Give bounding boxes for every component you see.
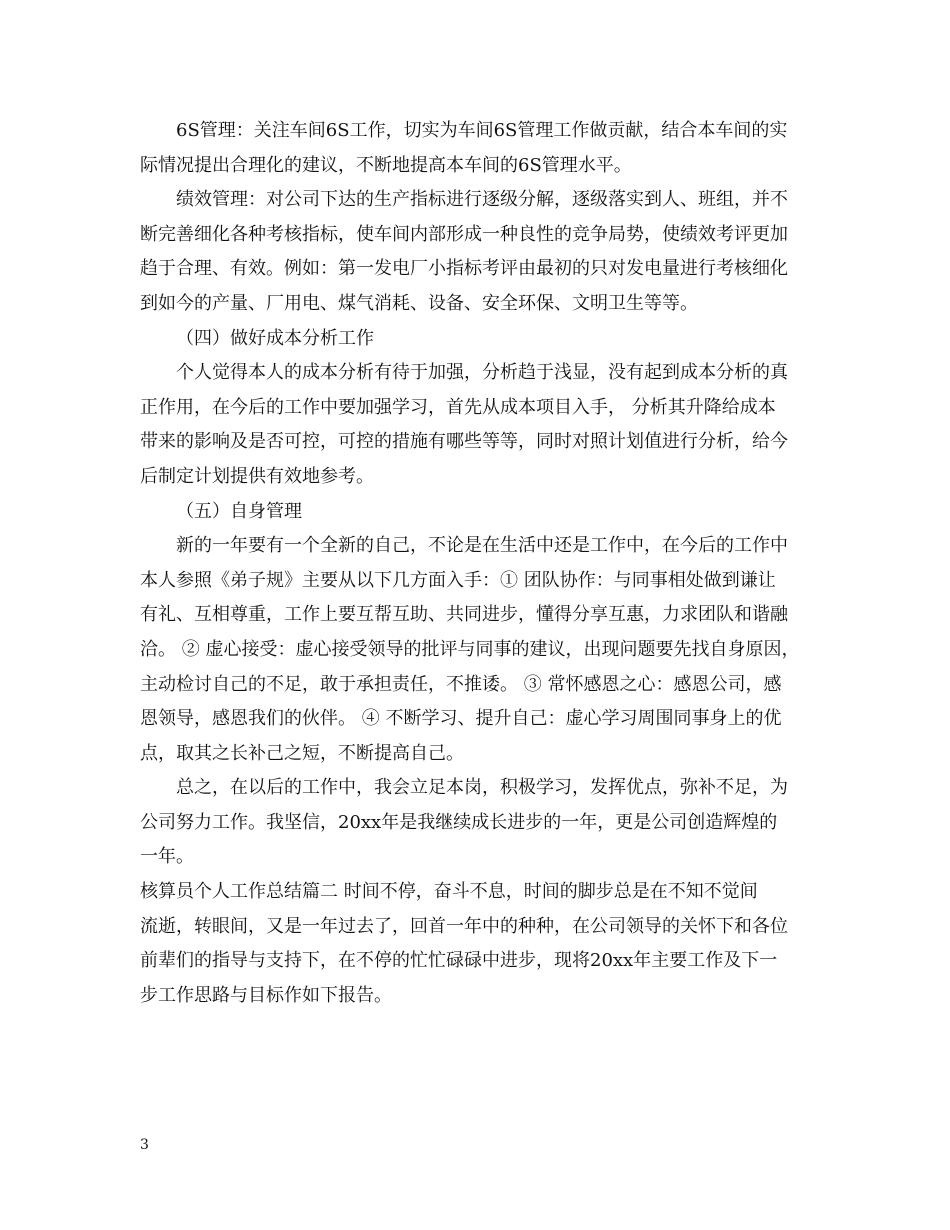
text-line: 趋于合理、有效。例如：第一发电厂小指标考评由最初的只对发电量进行考核细化	[140, 258, 788, 280]
text-line: 一年。	[140, 846, 194, 868]
text-line: 本人参照《弟子规》主要从以下几方面入手：① 团队协作：与同事相处做到谦让	[140, 569, 776, 591]
text-line: 带来的影响及是否可控，可控的措施有哪些等等，同时对照计划值进行分析，给今	[140, 431, 788, 453]
text-line: 断完善细化各种考核指标，使车间内部形成一种良性的竞争局势，使绩效考评更加	[140, 223, 788, 245]
text-line: 到如今的产量、厂用电、煤气消耗、设备、安全环保、文明卫生等等。	[140, 292, 698, 314]
page-number: 3	[140, 1137, 149, 1153]
text-line: 点，取其之长补己之短，不断提高自己。	[140, 742, 464, 764]
text-line: 流逝，转眼间，又是一年过去了，回首一年中的种种，在公司领导的关怀下和各位	[140, 915, 788, 937]
text-line: 总之，在以后的工作中，我会立足本岗，积极学习，发挥优点，弥补不足，为	[176, 777, 788, 799]
text-line: 正作用，在今后的工作中要加强学习，首先从成本项目入手， 分析其升降给成本	[140, 396, 776, 418]
text-line: 绩效管理：对公司下达的生产指标进行逐级分解，逐级落实到人、班组，并不	[176, 189, 788, 211]
section-heading: （五）自身管理	[176, 500, 302, 522]
text-line: 主动检讨自己的不足，敢于承担责任，不推诿。 ③ 常怀感恩之心：感恩公司，感	[140, 673, 782, 695]
text-line: 新的一年要有一个全新的自己，不论是在生活中还是工作中，在今后的工作中	[176, 535, 788, 557]
document-body	[140, 114, 820, 1013]
text-line: 后制定计划提供有效地参考。	[140, 465, 374, 487]
text-line: 洽。 ② 虚心接受：虚心接受领导的批评与同事的建议，出现问题要先找自身原因，	[140, 638, 800, 660]
text-line: 个人觉得本人的成本分析有待于加强，分析趋于浅显，没有起到成本分析的真	[176, 362, 788, 384]
text-line: 步工作思路与目标作如下报告。	[140, 984, 392, 1006]
text-line: 公司努力工作。我坚信，20xx年是我继续成长进步的一年，更是公司创造辉煌的	[140, 811, 778, 833]
text-line: 际情况提出合理化的建议，不断地提高本车间的6S管理水平。	[140, 154, 632, 176]
text-line: 核算员个人工作总结篇二 时间不停，奋斗不息，时间的脚步总是在不知不觉间	[140, 881, 758, 903]
text-line: 前辈们的指导与支持下，在不停的忙忙碌碌中进步，现将20xx年主要工作及下一	[140, 950, 778, 972]
section-heading: （四）做好成本分析工作	[176, 327, 374, 349]
text-line: 有礼、互相尊重，工作上要互帮互助、共同进步，懂得分享互惠，力求团队和谐融	[140, 604, 788, 626]
text-line: 恩领导，感恩我们的伙伴。 ④ 不断学习、提升自己：虚心学习周围同事身上的优	[140, 708, 782, 730]
text-line: 6S管理：关注车间6S工作，切实为车间6S管理工作做贡献，结合本车间的实	[176, 120, 788, 141]
